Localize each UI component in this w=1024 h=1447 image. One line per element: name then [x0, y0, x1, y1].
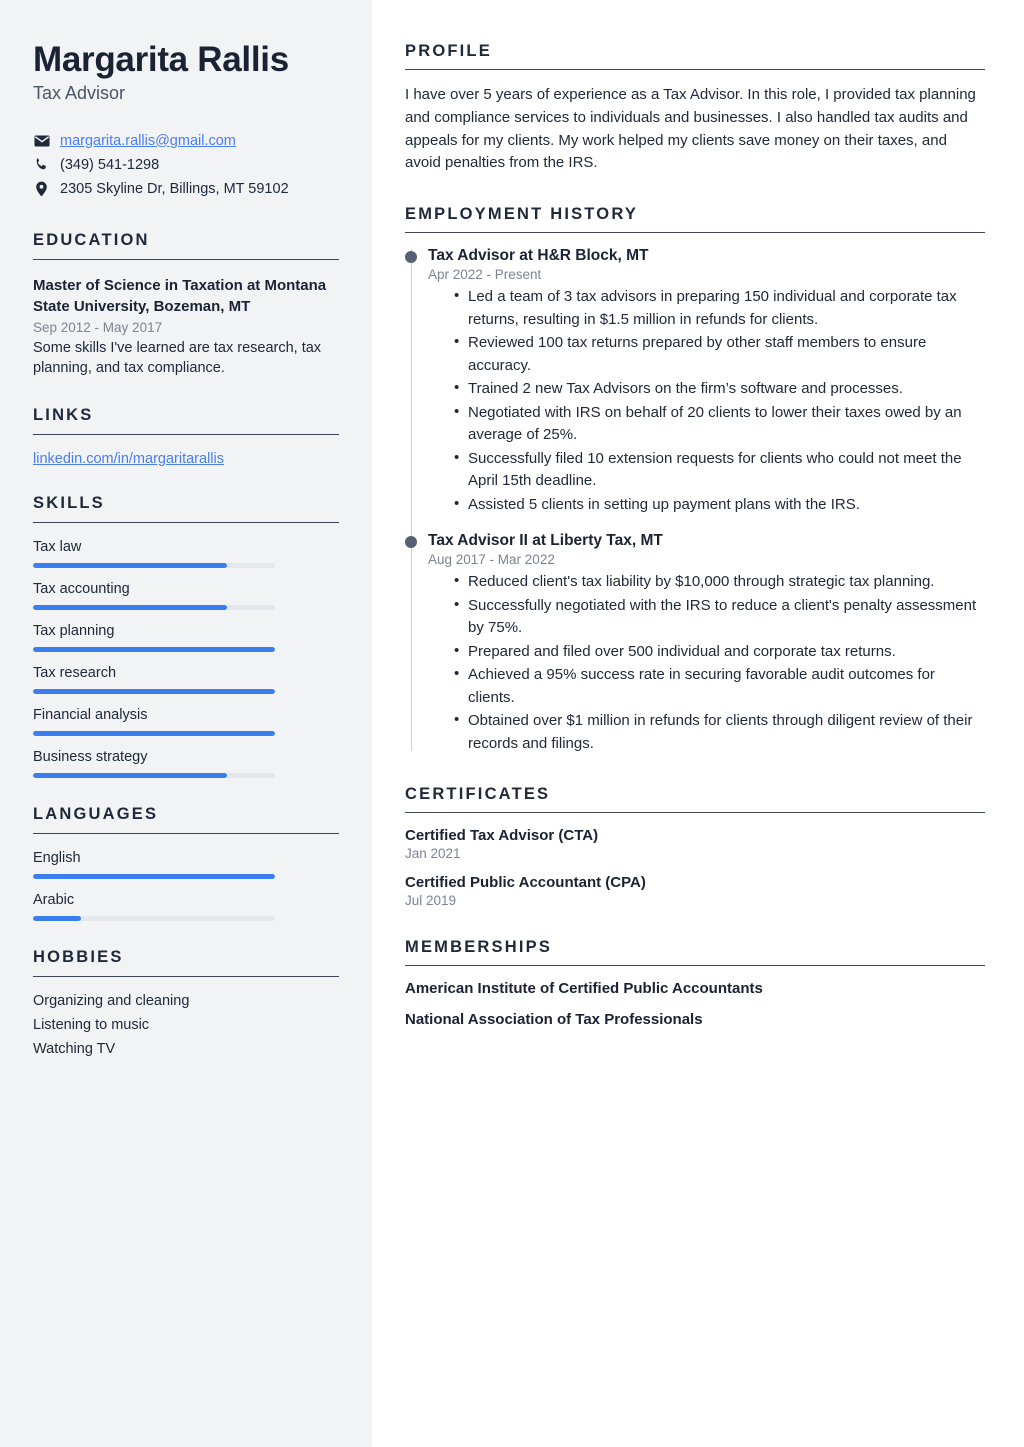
membership-item: National Association of Tax Professionals	[405, 1011, 703, 1029]
skill-bar-fill	[33, 647, 275, 652]
linkedin-link[interactable]: linkedin.com/in/margaritarallis	[33, 450, 224, 467]
timeline-dot-icon	[405, 251, 417, 263]
profile-section	[405, 42, 985, 175]
contact-phone	[33, 156, 339, 173]
envelope-icon	[33, 132, 50, 149]
employment-section	[405, 205, 985, 755]
skill-bar-fill	[33, 731, 275, 736]
skill-label: Tax research	[33, 664, 117, 681]
map-pin-icon	[33, 180, 50, 197]
main-content	[372, 0, 1024, 1447]
employment-item	[428, 532, 985, 755]
certificate-item	[405, 874, 985, 908]
skill-bar-track	[33, 731, 275, 736]
languages-heading: LANGUAGES	[33, 805, 339, 834]
skill-bar-track	[33, 563, 275, 568]
employment-bullet: • Assisted 5 clients in setting up payment plans with the IRS.	[454, 494, 985, 517]
skill-label: Financial analysis	[33, 706, 148, 723]
certificate-title: Certified Public Accountant (CPA)	[405, 874, 646, 892]
employment-bullet: • Reviewed 100 tax returns prepared by other staff members to ensure accuracy.	[454, 332, 985, 377]
phone-icon	[33, 156, 50, 173]
skills-section	[33, 494, 339, 778]
skill-item	[33, 707, 339, 736]
skill-label: Tax accounting	[33, 580, 130, 597]
skill-bar-track	[33, 605, 275, 610]
employment-heading: EMPLOYMENT HISTORY	[405, 205, 985, 233]
employment-timeline	[405, 247, 985, 755]
page-title: Margarita Rallis	[33, 40, 289, 79]
timeline-dot-icon	[405, 536, 417, 548]
phone-value: (349) 541-1298	[60, 156, 160, 173]
email-link[interactable]: margarita.rallis@gmail.com	[60, 132, 236, 149]
employment-bullets	[428, 571, 985, 755]
skill-bar-track	[33, 689, 275, 694]
education-degree: Master of Science in Taxation at Montana State University, Bozeman, MT	[33, 277, 327, 315]
skill-bar-fill	[33, 773, 227, 778]
employment-date: Apr 2022 - Present	[428, 267, 542, 283]
skill-item	[33, 581, 339, 610]
language-bar-track	[33, 874, 275, 879]
hobbies-heading: HOBBIES	[33, 948, 339, 977]
contact-list	[33, 132, 339, 197]
education-date: Sep 2012 - May 2017	[33, 319, 163, 335]
job-title: Tax Advisor	[33, 83, 126, 104]
certificate-date: Jul 2019	[405, 893, 457, 909]
education-description: Some skills I've learned are tax research, tax planning, and tax compliance.	[33, 339, 322, 377]
employment-role: Tax Advisor at H&R Block, MT	[428, 247, 649, 265]
language-label: English	[33, 849, 81, 866]
certificates-section	[405, 785, 985, 908]
profile-text: I have over 5 years of experience as a Tax Advisor. In this role, I provided tax planning and compliance services to individuals and businesses. I also handled tax audits and appeals for my clients. My work helped my clients save money on their taxes, and avoid penalties from the IRS.	[405, 86, 976, 172]
contact-email[interactable]	[33, 132, 339, 149]
language-item	[33, 892, 339, 921]
employment-bullet: • Reduced client's tax liability by $10,000 through strategic tax planning.	[454, 571, 985, 594]
skill-bar-fill	[33, 563, 227, 568]
links-section	[33, 406, 339, 467]
employment-item	[428, 247, 985, 516]
education-item	[33, 276, 339, 379]
memberships-section	[405, 938, 985, 1028]
profile-heading: PROFILE	[405, 42, 985, 70]
skill-bar-fill	[33, 605, 227, 610]
language-bar-track	[33, 916, 275, 921]
address-value: 2305 Skyline Dr, Billings, MT 59102	[60, 180, 289, 197]
skill-item	[33, 749, 339, 778]
education-heading: EDUCATION	[33, 231, 339, 260]
contact-address	[33, 180, 339, 197]
employment-bullet: • Successfully filed 10 extension requests for clients who could not meet the April 15th deadline.	[454, 448, 985, 493]
employment-bullet: • Successfully negotiated with the IRS to reduce a client's penalty assessment by 75%.	[454, 595, 985, 640]
memberships-heading: MEMBERSHIPS	[405, 938, 985, 966]
membership-item: American Institute of Certified Public Accountants	[405, 980, 763, 998]
certificate-title: Certified Tax Advisor (CTA)	[405, 827, 599, 845]
skills-heading: SKILLS	[33, 494, 339, 523]
hobby-item: Watching TV	[33, 1040, 116, 1057]
link-item[interactable]	[33, 451, 339, 467]
hobbies-section	[33, 948, 339, 1057]
skill-label: Tax law	[33, 538, 82, 555]
skill-bar-track	[33, 647, 275, 652]
hobby-item: Listening to music	[33, 1016, 150, 1033]
skill-label: Business strategy	[33, 748, 148, 765]
employment-bullet: • Obtained over $1 million in refunds for clients through diligent review of their records and filings.	[454, 710, 985, 755]
certificates-heading: CERTIFICATES	[405, 785, 985, 813]
skill-item	[33, 539, 339, 568]
skill-item	[33, 665, 339, 694]
skill-label: Tax planning	[33, 622, 115, 639]
employment-bullet: • Achieved a 95% success rate in securing favorable audit outcomes for clients.	[454, 664, 985, 709]
employment-bullet: • Led a team of 3 tax advisors in preparing 150 individual and corporate tax returns, resulting in $1.5 million in refunds for clients.	[454, 286, 985, 331]
sidebar	[0, 0, 372, 1447]
certificate-date: Jan 2021	[405, 846, 461, 862]
employment-role: Tax Advisor II at Liberty Tax, MT	[428, 532, 663, 550]
links-heading: LINKS	[33, 406, 339, 435]
hobby-item: Organizing and cleaning	[33, 992, 190, 1009]
employment-bullet: • Prepared and filed over 500 individual and corporate tax returns.	[454, 641, 985, 664]
language-item	[33, 850, 339, 879]
languages-section	[33, 805, 339, 921]
language-label: Arabic	[33, 891, 75, 908]
skill-bar-fill	[33, 689, 275, 694]
employment-bullet: • Trained 2 new Tax Advisors on the firm’s software and processes.	[454, 378, 985, 401]
language-bar-fill	[33, 874, 275, 879]
employment-bullet: • Negotiated with IRS on behalf of 20 clients to lower their taxes owed by an average of 25%.	[454, 402, 985, 447]
employment-bullets	[428, 286, 985, 516]
skill-item	[33, 623, 339, 652]
employment-date: Aug 2017 - Mar 2022	[428, 552, 555, 568]
education-section	[33, 231, 339, 379]
language-bar-fill	[33, 916, 81, 921]
skill-bar-track	[33, 773, 275, 778]
certificate-item	[405, 827, 985, 861]
